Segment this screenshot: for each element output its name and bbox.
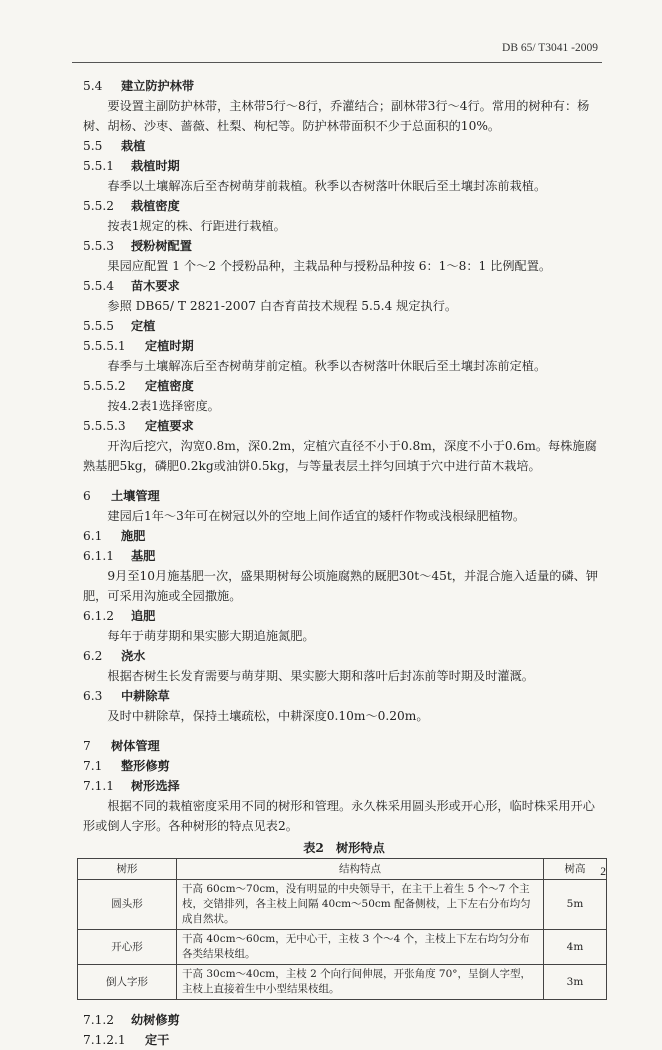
section-heading: [83, 336, 605, 356]
paragraph: 参照 DB65/ T 2821-2007 白杏育苗技术规程 5.5.4 规定执行。: [107, 299, 458, 313]
table-cell-height: 4m: [544, 930, 607, 965]
paragraph: 按4.2表1选择密度。: [107, 399, 220, 413]
section-title: 整形修剪: [121, 759, 170, 773]
paragraph: 果园应配置 1 个～2 个授粉品种，主栽品种与授粉品种按 6：1～8：1 比例配置。: [107, 259, 552, 273]
paragraph: 建园后1年～3年可在树冠以外的空地上间作适宜的矮杆作物或浅根绿肥植物。: [107, 509, 526, 523]
table-cell-structure: 干高 60cm～70cm，没有明显的中央领导干，在主干上着生 5 个～7 个主枝，交错排列，各主枝上间隔 40cm～50cm 配备侧枝，上下左右分布均匀成自然状。: [177, 880, 544, 930]
paragraph: 春季与土壤解冻后至杏树萌芽前定植。秋季以杏树落叶休眠后至土壤封冻前定植。: [107, 359, 547, 373]
section-number: 7.1: [83, 759, 103, 773]
section-number: 5.5.1: [83, 159, 115, 173]
table-row: [78, 930, 607, 965]
table-cell-structure: 干高 30cm～40cm，主枝 2 个向行间伸展，开张角度 70°，呈倒人字型，主枝上直接着生中小型结果枝组。: [177, 965, 544, 1000]
section-number: 6.1.1: [83, 549, 115, 563]
section-number: 7.1.2.1: [83, 1033, 126, 1047]
section-heading: [83, 526, 605, 546]
section-number: 6.1: [83, 529, 103, 543]
document-body: [83, 76, 605, 1050]
paragraph: 每年于萌芽期和果实膨大期追施氮肥。: [107, 629, 315, 643]
table-header-cell: 树高: [544, 859, 607, 880]
chapter-heading: [83, 486, 605, 506]
section-number: 7.1.2: [83, 1013, 115, 1027]
section-number: 7: [83, 739, 91, 753]
section-number: 6.1.2: [83, 609, 115, 623]
section-title: 栽植密度: [131, 199, 180, 213]
section-title: 定植密度: [145, 379, 194, 393]
section-title: 幼树修剪: [131, 1013, 180, 1027]
chapter-heading: [83, 736, 605, 756]
section-title: 定植时期: [145, 339, 194, 353]
section-number: 7.1.1: [83, 779, 115, 793]
section-title: 施肥: [121, 529, 146, 543]
section-number: 5.5.3: [83, 239, 115, 253]
table-cell-shape: 开心形: [78, 930, 177, 965]
tree-shape-table: [77, 858, 607, 1000]
table-cell-height: 5m: [544, 880, 607, 930]
section-heading: [83, 156, 605, 176]
section-heading: [83, 236, 605, 256]
section-title: 定干: [145, 1033, 170, 1047]
table-cell-structure: 干高 40cm～60cm，无中心干，主枝 3 个～4 个，主枝上下左右均匀分布各类结果枝组。: [177, 930, 544, 965]
section-title: 栽植时期: [131, 159, 180, 173]
section-title: 树形选择: [131, 779, 180, 793]
section-heading: [83, 76, 605, 96]
section-number: 5.5: [83, 139, 103, 153]
paragraph: 开沟后挖穴，沟宽0.8m，深0.2m，定植穴直径不小于0.8m，深度不小于0.6m。每株施腐熟基肥5kg，磷肥0.2kg或油饼0.5kg，与等量表层土拌匀回填于穴中进行苗木栽培。: [83, 439, 597, 473]
paragraph: 按表1规定的株、行距进行栽植。: [107, 219, 286, 233]
section-heading: [83, 196, 605, 216]
section-title: 栽植: [121, 139, 146, 153]
section-title: 基肥: [131, 549, 156, 563]
section-list: [83, 76, 605, 836]
table-title: 表2 树形特点: [303, 841, 385, 855]
section-heading: [83, 646, 605, 666]
section-heading: [83, 1030, 605, 1050]
section-title: 定植要求: [145, 419, 194, 433]
section-number: 5.5.5.3: [83, 419, 126, 433]
section-number: 5.5.5.2: [83, 379, 126, 393]
document-code: DB 65/ T3041 -2009: [502, 42, 598, 54]
header-divider: [72, 62, 602, 63]
section-heading: [83, 606, 605, 626]
section-number: 5.4: [83, 79, 103, 93]
section-heading: [83, 376, 605, 396]
table-row: [78, 880, 607, 930]
table-header-cell: 结构特点: [177, 859, 544, 880]
section-number: 5.5.4: [83, 279, 115, 293]
table-row: [78, 965, 607, 1000]
table-cell-shape: 倒人字形: [78, 965, 177, 1000]
section-title: 建立防护林带: [121, 79, 195, 93]
table-header-row: [78, 859, 607, 880]
table-header-cell: 树形: [78, 859, 177, 880]
paragraph: 9月至10月施基肥一次，盛果期树每公顷施腐熟的厩肥30t～45t，并混合施入适量的磷、钾肥，可采用沟施或全园撒施。: [83, 569, 599, 603]
section-number: 6.2: [83, 649, 103, 663]
section-heading: [83, 756, 605, 776]
section-heading: [83, 276, 605, 296]
section-title: 授粉树配置: [131, 239, 192, 253]
section-title: 追肥: [131, 609, 156, 623]
table-cell-shape: 圆头形: [78, 880, 177, 930]
section-number: 5.5.5.1: [83, 339, 126, 353]
section-heading: [83, 1010, 605, 1030]
paragraph: 根据杏树生长发育需要与萌芽期、果实膨大期和落叶后封冻前等时期及时灌溉。: [107, 669, 534, 683]
page-number: 2: [600, 866, 606, 878]
section-title: 中耕除草: [121, 689, 170, 703]
section-heading: [83, 316, 605, 336]
section-heading: [83, 416, 605, 436]
section-number: 6.3: [83, 689, 103, 703]
section-title: 树体管理: [111, 739, 160, 753]
section-title: 浇水: [121, 649, 146, 663]
section-heading: [83, 136, 605, 156]
section-number: 5.5.5: [83, 319, 115, 333]
section-number: 5.5.2: [83, 199, 115, 213]
section-number: 6: [83, 489, 91, 503]
section-heading: [83, 546, 605, 566]
section-title: 定植: [131, 319, 156, 333]
section-heading: [83, 686, 605, 706]
section-heading: [83, 776, 605, 796]
section-title: 苗木要求: [131, 279, 180, 293]
paragraph: 要设置主副防护林带，主林带5行～8行，乔灌结合；副林带3行～4行。常用的树种有：杨树、胡杨、沙枣、蔷薇、杜梨、枸杞等。防护林带面积不少于总面积的10%。: [83, 99, 590, 133]
section-title: 土壤管理: [111, 489, 160, 503]
paragraph: 根据不同的栽植密度采用不同的树形和管理。永久株采用圆头形或开心形，临时株采用开心形或倒人字形。各种树形的特点见表2。: [83, 799, 595, 833]
paragraph: 及时中耕除草，保持土壤疏松，中耕深度0.10m～0.20m。: [107, 709, 429, 723]
table-cell-height: 3m: [544, 965, 607, 1000]
after-table-sections: [83, 1010, 605, 1050]
paragraph: 春季以土壤解冻后至杏树萌芽前栽植。秋季以杏树落叶休眠后至土壤封冻前栽植。: [107, 179, 547, 193]
